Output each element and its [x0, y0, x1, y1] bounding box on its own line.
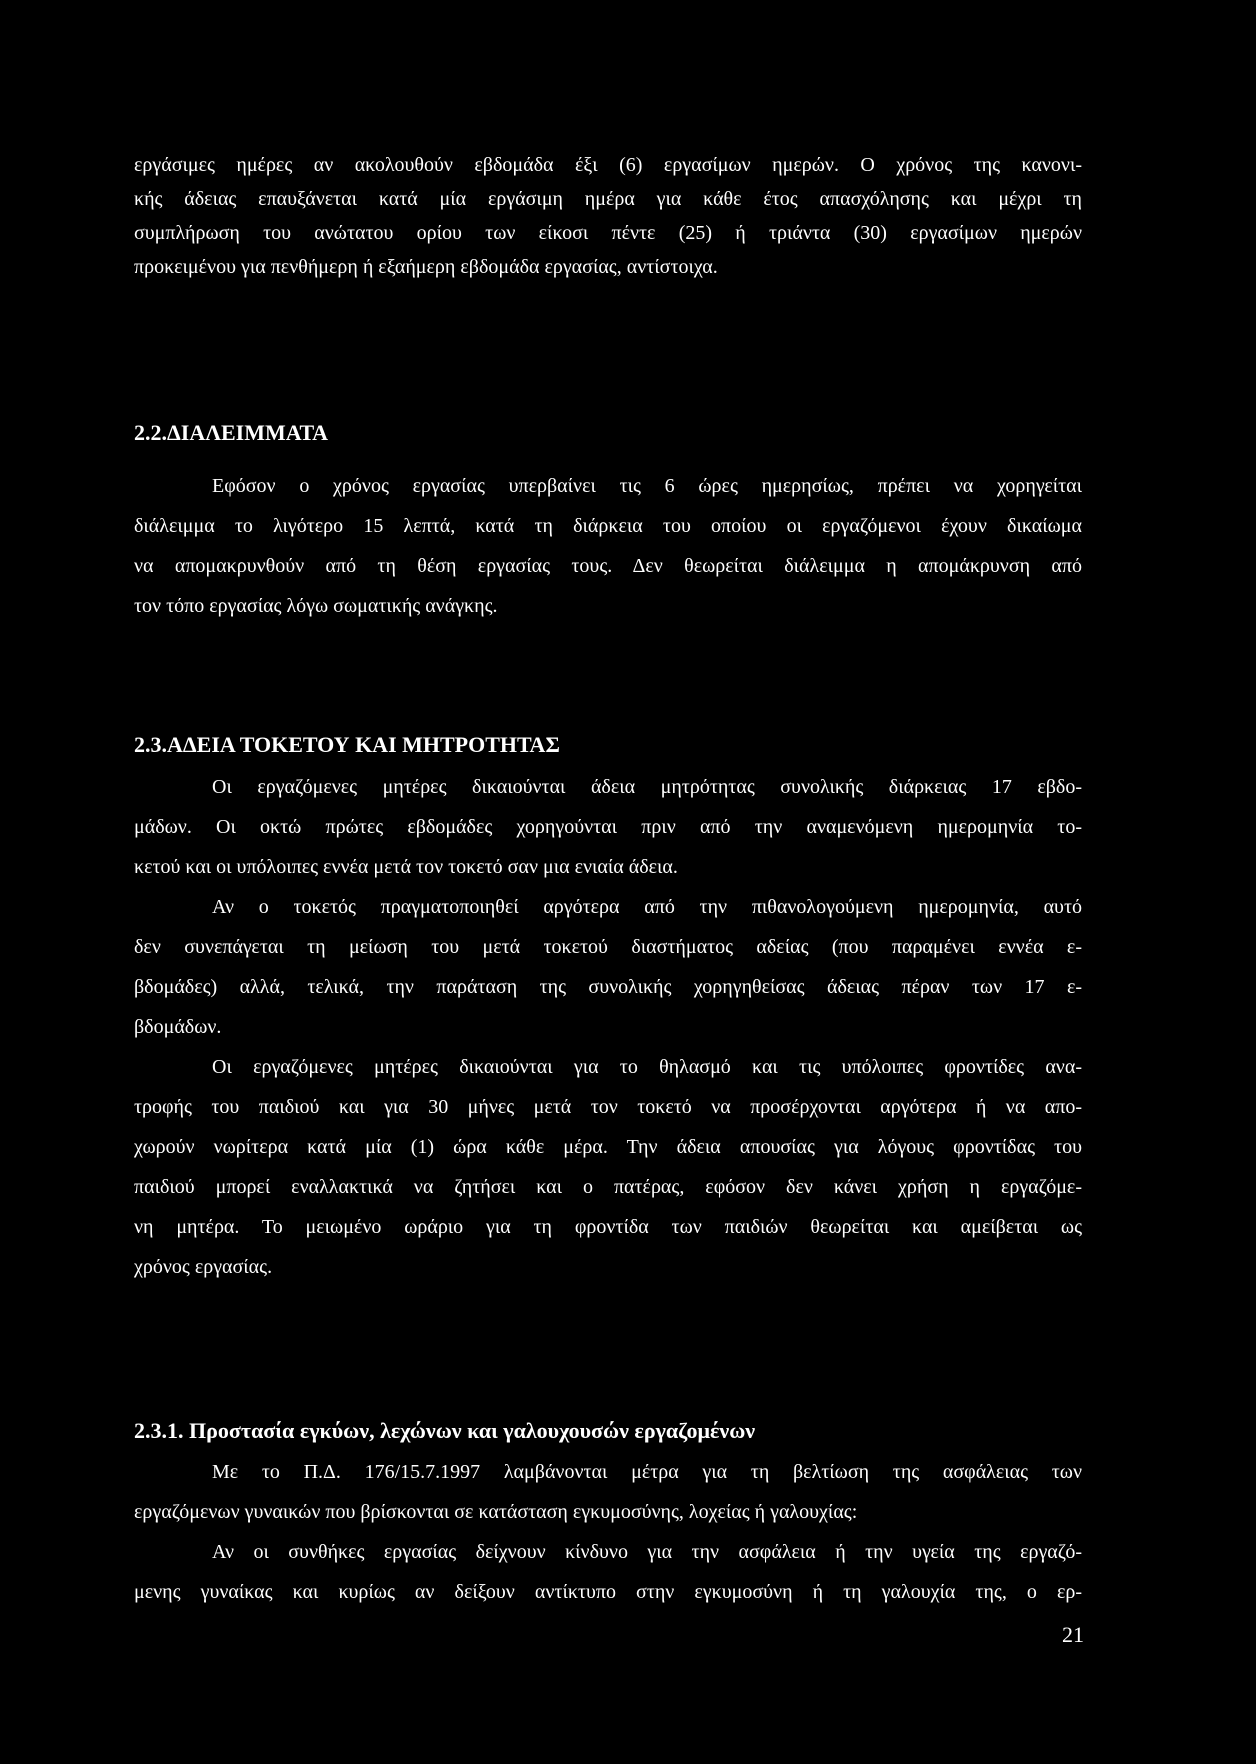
section-2-2-heading	[134, 420, 1082, 446]
text-line: χρόνος εργασίας.	[134, 1256, 273, 1278]
text-line: εργαζόμενων γυναικών που βρίσκονται σε κατάσταση εγκυμοσύνης, λοχείας ή γαλουχίας:	[134, 1501, 858, 1523]
text-line: τον τόπο εργασίας λόγω σωματικής ανάγκης.	[134, 595, 498, 617]
paragraph-protection	[134, 1452, 1082, 1612]
text-line: Με το Π.Δ. 176/15.7.1997 λαμβάνονται μέτρα για τη βελτίωση της ασφάλειας των	[212, 1461, 1082, 1483]
section-heading: 2.3.ΑΔΕΙΑ ΤΟΚΕΤΟΥ ΚΑΙ ΜΗΤΡΟΤΗΤΑΣ	[134, 732, 560, 757]
text-line: συμπλήρωση του ανώτατου ορίου των είκοσι πέντε (25) ή τριάντα (30) εργασίμων ημερών	[134, 222, 1082, 244]
section-heading: 2.2.ΔΙΑΛΕΙΜΜΑΤΑ	[134, 420, 328, 445]
text-line: νη μητέρα. Το μειωμένο ωράριο για τη φροντίδα των παιδιών θεωρείται και αμείβεται ως	[134, 1216, 1082, 1238]
text-line: τροφής του παιδιού και για 30 μήνες μετά τον τοκετό να προσέρχονται αργότερα ή να απο-	[134, 1096, 1082, 1118]
text-line: παιδιού μπορεί εναλλακτικά να ζητήσει και ο πατέρας, εφόσον δεν κάνει χρήση η εργαζόμε-	[134, 1176, 1082, 1198]
text-line: βδομάδες) αλλά, τελικά, την παράταση της συνολικής χορηγηθείσας άδειας πέραν των 17 ε-	[134, 976, 1082, 998]
page-number: 21	[1062, 1622, 1084, 1647]
text-line: Αν ο τοκετός πραγματοποιηθεί αργότερα από την πιθανολογούμενη ημερομηνία, αυτό	[212, 896, 1082, 918]
text-line: να απομακρυνθούν από τη θέση εργασίας τους. Δεν θεωρείται διάλειμμα η απομάκρυνση από	[134, 555, 1082, 577]
paragraph-breaks	[134, 466, 1082, 626]
text-line: διάλειμμα το λιγότερο 15 λεπτά, κατά τη διάρκεια του οποίου οι εργαζόμενοι έχουν δικαίωμα	[134, 515, 1082, 537]
text-line: εργάσιμες ημέρες αν ακολουθούν εβδομάδα έξι (6) εργασίμων ημερών. Ο χρόνος της κανονι-	[134, 154, 1082, 176]
text-line: Αν οι συνθήκες εργασίας δείχνουν κίνδυνο για την ασφάλεια ή την υγεία της εργαζό-	[212, 1541, 1082, 1563]
text-line: μάδων. Οι οκτώ πρώτες εβδομάδες χορηγούνται πριν από την αναμενόμενη ημερομηνία το-	[134, 816, 1082, 838]
text-line: Οι εργαζόμενες μητέρες δικαιούνται για το θηλασμό και τις υπόλοιπες φροντίδες ανα-	[212, 1056, 1082, 1078]
paragraph-text	[134, 767, 1082, 1287]
text-line: βδομάδων.	[134, 1016, 222, 1038]
text-line: Οι εργαζόμενες μητέρες δικαιούνται άδεια μητρότητας συνολικής διάρκειας 17 εβδο-	[212, 776, 1082, 798]
section-heading: 2.3.1. Προστασία εγκύων, λεχώνων και γαλουχουσών εργαζομένων	[134, 1418, 756, 1443]
text-line: μενης γυναίκας και κυρίως αν δείξουν αντίκτυπο στην εγκυμοσύνη ή τη γαλουχία της, ο ερ-	[134, 1581, 1082, 1603]
text-line: χωρούν νωρίτερα κατά μία (1) ώρα κάθε μέρα. Την άδεια απουσίας για λόγους φροντίδας του	[134, 1136, 1082, 1158]
paragraph-annual-leave	[134, 148, 1082, 284]
text-line: δεν συνεπάγεται τη μείωση του μετά τοκετού διαστήματος αδείας (που παραμένει εννέα ε-	[134, 936, 1082, 958]
paragraph-maternity-leave	[134, 767, 1082, 1287]
section-2-3-heading	[134, 732, 1082, 758]
text-line: Εφόσον ο χρόνος εργασίας υπερβαίνει τις 6 ώρες ημερησίως, πρέπει να χορηγείται	[212, 475, 1082, 497]
text-line: κής άδειας επαυξάνεται κατά μία εργάσιμη ημέρα για κάθε έτος απασχόλησης και μέχρι τη	[134, 188, 1082, 210]
paragraph-text	[134, 1452, 1082, 1612]
text-line: κετού και οι υπόλοιπες εννέα μετά τον τοκετό σαν μια ενιαία άδεια.	[134, 856, 678, 878]
section-2-3-1-heading	[134, 1418, 1082, 1444]
paragraph-text	[134, 148, 1082, 284]
text-line: προκειμένου για πενθήμερη ή εξαήμερη εβδομάδα εργασίας, αντίστοιχα.	[134, 256, 718, 278]
paragraph-text	[134, 466, 1082, 626]
